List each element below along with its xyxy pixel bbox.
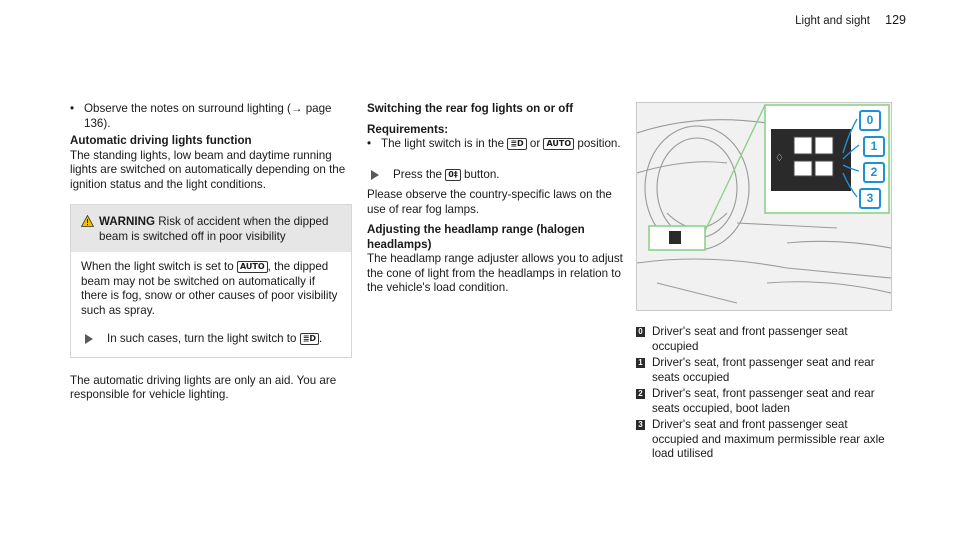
press-fog-step: Press the 0‡ button. xyxy=(367,168,625,183)
section-title: Light and sight xyxy=(795,15,870,27)
legend-item: 1 Driver's seat, front passenger seat and rear seats occupied xyxy=(636,356,891,385)
callout-0: 0 xyxy=(859,110,881,131)
aid-note: The automatic driving lights are only an aid. You are responsible for vehicle lighting. xyxy=(70,373,337,401)
headlamp-range-body: The headlamp range adjuster allows you to adjust the cone of light from the headlamps in relation to the vehicle's load condition. xyxy=(367,252,623,294)
warning-text: When the light switch is set to AUTO , the dipped beam may not be switched on automatically if there is fog, snow or other causes of poor visibility such as spray. xyxy=(81,260,338,317)
fog-laws-note: Please observe the country-specific laws on the use of rear fog lamps. xyxy=(367,188,612,216)
headlamp-range-heading: Adjusting the headlamp range (halogen headlamps) xyxy=(367,223,585,251)
fog-lights-heading: Switching the rear fog lights on or off xyxy=(367,102,574,115)
arrow-bullet-icon xyxy=(371,170,379,180)
surround-lighting-note: • Observe the notes on surround lighting (→ page 136). xyxy=(70,102,352,131)
callout-2: 2 xyxy=(863,162,885,183)
auto-symbol-icon: AUTO xyxy=(543,138,574,150)
dashboard-drawing xyxy=(637,103,891,310)
warning-body xyxy=(71,252,351,357)
column-middle xyxy=(367,102,625,296)
warning-title: Risk of accident when the dipped beam is switched off in poor visibility xyxy=(99,215,329,243)
legend-list xyxy=(636,325,891,462)
requirement-item: • The light switch is in the ≣D or AUTO position. xyxy=(367,137,625,152)
legend-item: 0 Driver's seat and front passenger seat occupied xyxy=(636,325,891,354)
column-right xyxy=(636,102,891,462)
requirements-heading: Requirements: xyxy=(367,122,449,136)
auto-symbol-icon: AUTO xyxy=(237,261,268,273)
column-left xyxy=(70,102,352,403)
dashboard-illustration xyxy=(636,102,892,311)
warning-action: In such cases, turn the light switch to ≣D . xyxy=(81,332,341,347)
lowbeam-symbol-icon: ≣D xyxy=(300,333,319,345)
warning-label: WARNING xyxy=(99,215,156,228)
lowbeam-symbol-icon: ≣D xyxy=(507,138,526,150)
page-header xyxy=(795,13,906,29)
warning-header xyxy=(71,205,351,252)
auto-lights-body: The standing lights, low beam and daytime running lights are switched on automatically depending on the ignition status and the light conditions. xyxy=(70,148,346,191)
legend-item: 3 Driver's seat and front passenger seat occupied and maximum permissible rear axle load utilised xyxy=(636,418,891,462)
arrow-bullet-icon xyxy=(85,334,93,344)
warning-triangle-icon xyxy=(81,215,94,227)
auto-lights-heading: Automatic driving lights function xyxy=(70,134,252,147)
callout-1: 1 xyxy=(863,136,885,157)
callout-3: 3 xyxy=(859,188,881,209)
svg-text:♢: ♢ xyxy=(775,153,784,164)
warning-box xyxy=(70,204,352,358)
fog-lamp-symbol-icon: 0‡ xyxy=(445,169,461,181)
page-number: 129 xyxy=(885,13,906,27)
legend-item: 2 Driver's seat, front passenger seat and rear seats occupied, boot laden xyxy=(636,387,891,416)
